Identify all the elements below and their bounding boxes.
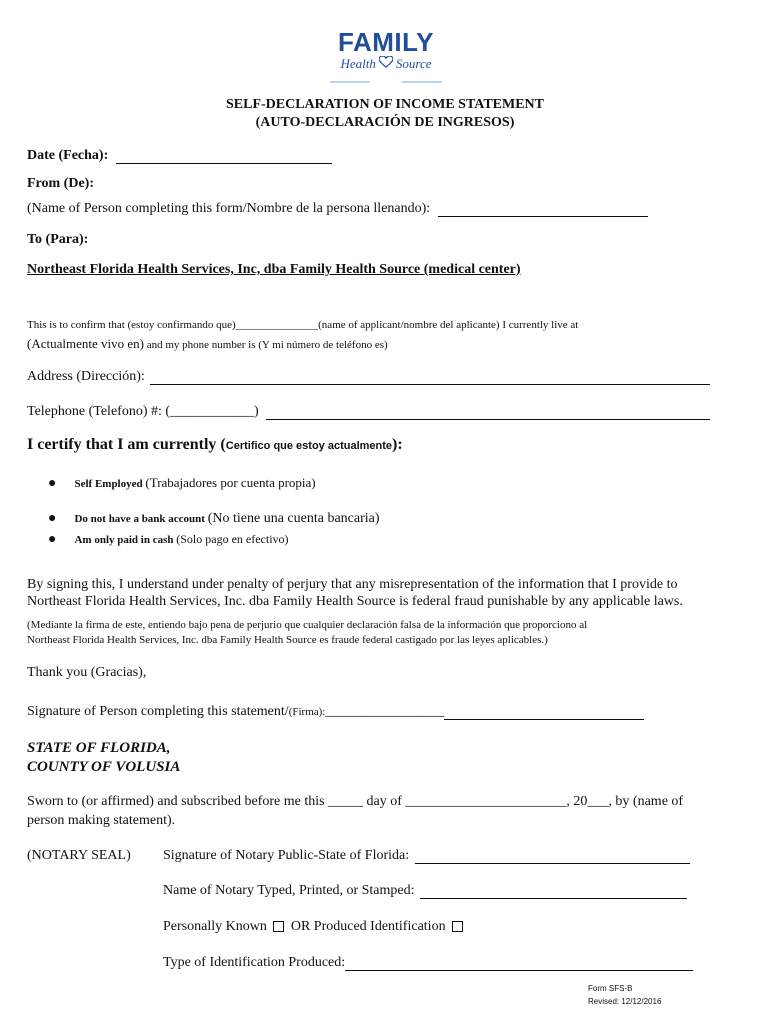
bullet-icon: ●	[48, 476, 57, 491]
logo-wave-icon	[330, 78, 442, 86]
certify-label: I certify that I am currently (	[27, 436, 226, 453]
certify-es: Certifico que estoy actualmente	[225, 440, 393, 452]
penalty-en-1: By signing this, I understand under penalty of perjury that any misrepresentation of the information that I provide to	[27, 577, 678, 592]
to-label: To (Para):	[27, 232, 89, 247]
signature-label: Signature of Person completing this statement/	[27, 704, 289, 719]
penalty-en-2: Northeast Florida Health Services, Inc. dba Family Health Source is federal fraud punishable by any applicable laws.	[27, 594, 683, 609]
option-self-employed[interactable]: ● Self Employed (Trabajadores por cuenta propia)	[48, 475, 316, 491]
personally-known-label: Personally Known	[163, 919, 267, 934]
form-number: Form SFS-B	[588, 984, 633, 993]
name-field[interactable]	[438, 202, 648, 217]
confirm-phone: and my phone number is (Y mi número de teléfono es)	[143, 339, 388, 351]
signature-es: (Firma):	[288, 706, 326, 718]
form-title: SELF-DECLARATION OF INCOME STATEMENT	[225, 97, 544, 112]
county-label: COUNTY OF VOLUSIA	[27, 759, 181, 775]
confirm-line-1: This is to confirm that (estoy confirmando que)_______________(name of applicant/nombre del aplicante) I currently live at	[27, 319, 579, 331]
thank-you: Thank you (Gracias),	[27, 665, 147, 680]
address-label: Address (Dirección):	[27, 369, 145, 384]
logo-health: Health	[340, 56, 376, 71]
logo-title: FAMILY	[338, 27, 434, 57]
penalty-es-1: (Mediante la firma de este, entiendo bajo pena de perjurio que cualquier declaración falsa de la información que proporciono al	[27, 619, 588, 631]
sworn-line-2: person making statement).	[27, 813, 176, 828]
personally-known-checkbox[interactable]	[273, 921, 284, 932]
form-subtitle: (AUTO-DECLARACIÓN DE INGRESOS)	[255, 115, 515, 130]
notary-signature-label: Signature of Notary Public-State of Florida:	[163, 848, 410, 863]
notary-name-label: Name of Notary Typed, Printed, or Stamped:	[163, 883, 415, 898]
option-paid-in-cash[interactable]: ● Am only paid in cash (Solo pago en efectivo)	[48, 532, 289, 547]
revision-date: Revised: 12/12/2016	[588, 997, 662, 1006]
produced-id-label: OR Produced Identification	[290, 919, 446, 934]
state-label: STATE OF FLORIDA,	[27, 740, 171, 756]
sworn-line-1: Sworn to (or affirmed) and subscribed before me this _____ day of _______________________, 20___, by (name of	[27, 794, 684, 809]
option-no-bank-account[interactable]: ● Do not have a bank account (No tiene una cuenta bancaria)	[48, 511, 380, 526]
notary-name-field[interactable]	[420, 884, 687, 899]
id-type-label: Type of Identification Produced:	[163, 955, 346, 970]
telephone-field[interactable]	[266, 405, 710, 420]
date-field[interactable]	[116, 149, 332, 164]
telephone-label: Telephone (Telefono) #: (____________)	[27, 404, 259, 419]
bullet-icon: ●	[48, 532, 57, 547]
name-label: (Name of Person completing this form/Nombre de la persona llenando):	[27, 201, 431, 216]
logo-source: Source	[395, 56, 432, 71]
notary-seal: (NOTARY SEAL)	[27, 848, 131, 863]
penalty-es-2: Northeast Florida Health Services, Inc. dba Family Health Source es fraude federal castigado por las leyes aplicables.)	[27, 634, 548, 646]
id-type-field[interactable]	[345, 956, 693, 971]
from-label: From (De):	[27, 176, 94, 191]
confirm-live-es: (Actualmente vivo en)	[27, 336, 144, 351]
signature-field[interactable]	[444, 705, 644, 720]
date-label: Date (Fecha):	[27, 148, 109, 163]
heart-icon	[379, 56, 393, 72]
family-health-source-logo	[330, 28, 442, 86]
bullet-icon: ●	[48, 511, 57, 526]
produced-id-checkbox[interactable]	[452, 921, 463, 932]
address-field[interactable]	[150, 370, 710, 385]
recipient: Northeast Florida Health Services, Inc, dba Family Health Source (medical center)	[27, 262, 521, 277]
notary-signature-field[interactable]	[415, 849, 690, 864]
